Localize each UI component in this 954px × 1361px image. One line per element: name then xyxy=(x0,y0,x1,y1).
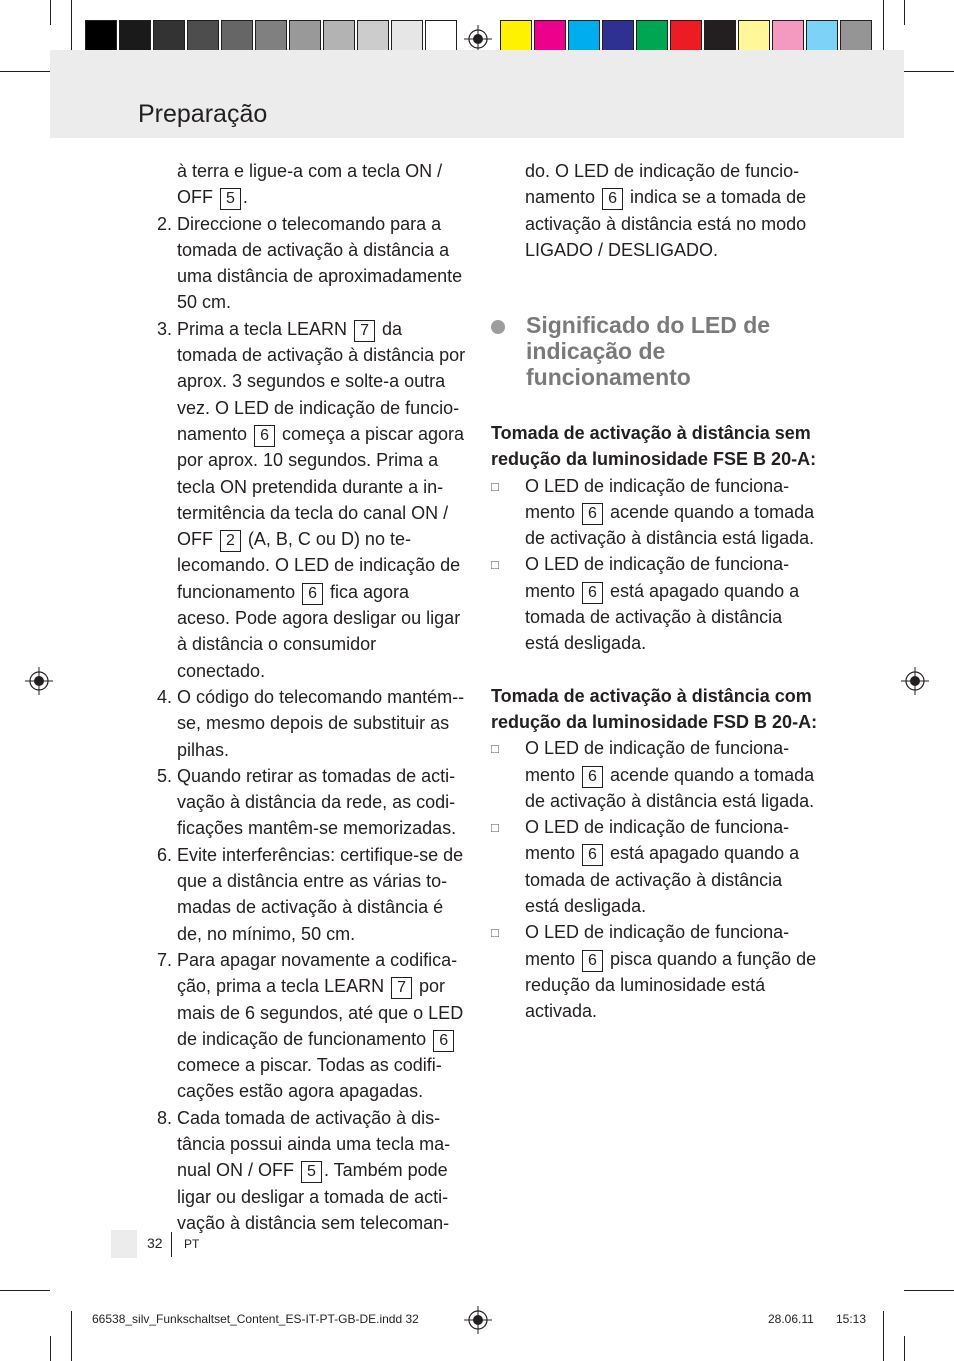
list-number: 7. xyxy=(156,949,172,970)
reference-number: 6 xyxy=(582,844,603,866)
list-item xyxy=(150,763,466,842)
continuation-text: à terra e ligue-a com a tecla ON / OFF xyxy=(177,161,443,208)
crop-mark xyxy=(904,71,954,72)
crop-mark xyxy=(0,71,50,72)
list-text: Evite interferências: certifique-se de que a distância entre as várias to-madas de activação à distância é de, no mínimo, 50 cm. xyxy=(177,844,464,944)
list-item xyxy=(491,473,821,552)
list-number: 8. xyxy=(156,1107,172,1128)
crop-mark xyxy=(904,1290,954,1291)
list-text: está apagado quando a tomada de activação à distância está desligada. xyxy=(525,580,800,654)
list-text: começa a piscar agora por aprox. 10 segundos. Prima a tecla ON pretendida durante a in-termitência da tecla do canal ON / OFF xyxy=(177,423,465,550)
color-swatch xyxy=(636,20,668,52)
checkbox-bullet-icon: □ xyxy=(491,925,499,941)
color-swatch xyxy=(357,20,389,52)
reference-number: 6 xyxy=(433,1030,454,1052)
footer-language: PT xyxy=(184,1237,200,1251)
color-swatch xyxy=(119,20,151,52)
list-text: . Também pode ligar ou desligar a tomada de acti-vação à distância sem telecoman- xyxy=(177,1160,450,1233)
list-item xyxy=(150,211,466,316)
list-text: Quando retirar as tomadas de acti-vação à distância da rede, as codi-ficações mantêm-se memorizadas. xyxy=(177,765,457,839)
list-text: acende quando a tomada de activação à distância está ligada. xyxy=(525,501,815,549)
list-item xyxy=(150,684,466,763)
registration-mark-icon xyxy=(464,25,492,53)
list-text: Prima a tecla LEARN xyxy=(177,318,353,339)
list-text: O código do telecomando mantém--se, mesmo depois de substituir as pilhas. xyxy=(177,686,465,760)
color-swatch xyxy=(153,20,185,52)
page-title: Preparação xyxy=(138,100,268,128)
crop-mark xyxy=(50,0,51,25)
crop-mark xyxy=(883,0,884,50)
list-number: 6. xyxy=(156,844,172,865)
color-swatch xyxy=(568,20,600,52)
reference-number: 5 xyxy=(301,1161,322,1183)
list-text: Cada tomada de activação à dis-tância possui ainda uma tecla ma-nual ON / OFF xyxy=(177,1107,451,1181)
crop-mark xyxy=(904,0,905,25)
reference-number: 2 xyxy=(220,530,241,552)
list-text: O LED de indicação de funciona-mento xyxy=(525,554,790,601)
bullet-dot-icon xyxy=(491,320,505,334)
list-item xyxy=(491,814,821,919)
continuation-text: . xyxy=(242,187,248,208)
crop-mark xyxy=(71,0,72,50)
reference-number: 6 xyxy=(302,583,323,605)
crop-mark xyxy=(71,1311,72,1361)
list-text: (A, B, C ou D) no te-lecomando. O LED de indicação de funcionamento xyxy=(177,529,461,602)
footer-tab xyxy=(111,1230,137,1258)
list-text: O LED de indicação de funciona-mento xyxy=(525,738,790,785)
list-text: O LED de indicação de funciona-mento xyxy=(525,475,790,522)
right-column-groups xyxy=(491,420,821,1025)
list-item-continuation xyxy=(150,158,466,211)
list-text: comece a piscar. Todas as codifi-cações estão agora apagadas. xyxy=(177,1055,442,1102)
checkbox-bullet-icon: □ xyxy=(491,478,499,494)
page-number: 32 xyxy=(147,1235,163,1251)
color-swatch xyxy=(187,20,219,52)
checkbox-bullet-icon: □ xyxy=(491,741,499,757)
registration-mark-icon xyxy=(25,667,53,695)
reference-number: 6 xyxy=(602,188,623,210)
group-heading: Tomada de activação à distância sem redução da luminosidade FSE B 20-A: xyxy=(491,423,817,470)
list-item xyxy=(491,919,821,1024)
list-text: pisca quando a função de redução da luminosidade está activada. xyxy=(525,948,817,1022)
color-swatch xyxy=(670,20,702,52)
slug-filename: 66538_silv_Funkschaltset_Content_ES-IT-PT-GB-DE.indd 32 xyxy=(92,1312,419,1326)
color-swatch xyxy=(391,20,423,52)
list-number: 5. xyxy=(156,765,172,786)
reference-number: 6 xyxy=(582,950,603,972)
list-number: 3. xyxy=(156,318,172,339)
list-text: O LED de indicação de funciona-mento xyxy=(525,922,790,969)
list-item xyxy=(150,947,466,1105)
right-column xyxy=(491,158,821,263)
reference-number: 7 xyxy=(391,977,412,999)
reference-number: 6 xyxy=(582,582,603,604)
footer-divider xyxy=(171,1232,172,1257)
paragraph-continuation xyxy=(491,158,821,263)
slug-time: 15:13 xyxy=(836,1312,867,1326)
led-group xyxy=(491,683,821,1025)
crop-mark xyxy=(50,1336,51,1361)
crop-mark xyxy=(883,1311,884,1361)
group-heading: Tomada de activação à distância com redução da luminosidade FSD B 20-A: xyxy=(491,685,818,732)
color-swatch xyxy=(425,20,457,52)
list-text: da tomada de activação à distância por aprox. 3 segundos e solte-a outra vez. O LED de indicação de funcio-namento xyxy=(177,318,466,444)
list-text: por mais de 6 segundos, até que o LED de indicação de funcionamento xyxy=(177,976,464,1049)
reference-number: 7 xyxy=(354,320,375,342)
list-text: está apagado quando a tomada de activação à distância está desligada. xyxy=(525,843,800,917)
color-swatch xyxy=(738,20,770,52)
color-swatch xyxy=(840,20,872,52)
led-group xyxy=(491,420,821,657)
color-swatch xyxy=(704,20,736,52)
color-swatch xyxy=(772,20,804,52)
crop-mark xyxy=(0,1290,50,1291)
section-title: Significado do LED de indicação de funcionamento xyxy=(526,312,771,390)
list-number: 4. xyxy=(156,686,172,707)
reference-number: 6 xyxy=(582,503,603,525)
list-text: Direccione o telecomando para a tomada de activação à distância a uma distância de aproximadamente 50 cm. xyxy=(177,213,463,313)
color-swatch xyxy=(602,20,634,52)
registration-mark-icon xyxy=(901,667,929,695)
continuation-text: do. O LED de indicação de funcio-namento xyxy=(525,161,800,208)
color-swatch xyxy=(289,20,321,52)
section-heading xyxy=(491,312,821,390)
color-swatch xyxy=(323,20,355,52)
list-number: 2. xyxy=(156,213,172,234)
reference-number: 6 xyxy=(582,766,603,788)
list-item xyxy=(491,735,821,814)
checkbox-bullet-icon: □ xyxy=(491,820,499,836)
slug-date: 28.06.11 xyxy=(768,1312,814,1326)
process-color-bar xyxy=(500,20,874,54)
grayscale-color-bar xyxy=(85,20,459,54)
color-swatch xyxy=(534,20,566,52)
color-swatch xyxy=(806,20,838,52)
reference-number: 5 xyxy=(220,188,241,210)
checkbox-bullet-icon: □ xyxy=(491,557,499,573)
list-text: Para apagar novamente a codifica-ção, prima a tecla LEARN xyxy=(177,949,458,997)
list-text: acende quando a tomada de activação à distância está ligada. xyxy=(525,764,815,811)
color-swatch xyxy=(500,20,532,52)
list-item xyxy=(150,842,466,947)
registration-mark-icon xyxy=(464,1306,492,1334)
list-item xyxy=(150,1105,466,1236)
color-swatch xyxy=(255,20,287,52)
color-swatch xyxy=(221,20,253,52)
crop-mark xyxy=(904,1336,905,1361)
continuation-text: indica se a tomada de activação à distância está no modo LIGADO / DESLIGADO. xyxy=(525,187,807,260)
list-item xyxy=(491,551,821,656)
color-swatch xyxy=(85,20,117,52)
list-text: O LED de indicação de funciona-mento xyxy=(525,817,790,864)
list-text: fica agora aceso. Pode agora desligar ou ligar à distância o consumidor conectado. xyxy=(177,581,461,681)
left-column xyxy=(150,158,466,1236)
reference-number: 6 xyxy=(254,425,275,447)
list-item xyxy=(150,316,466,684)
